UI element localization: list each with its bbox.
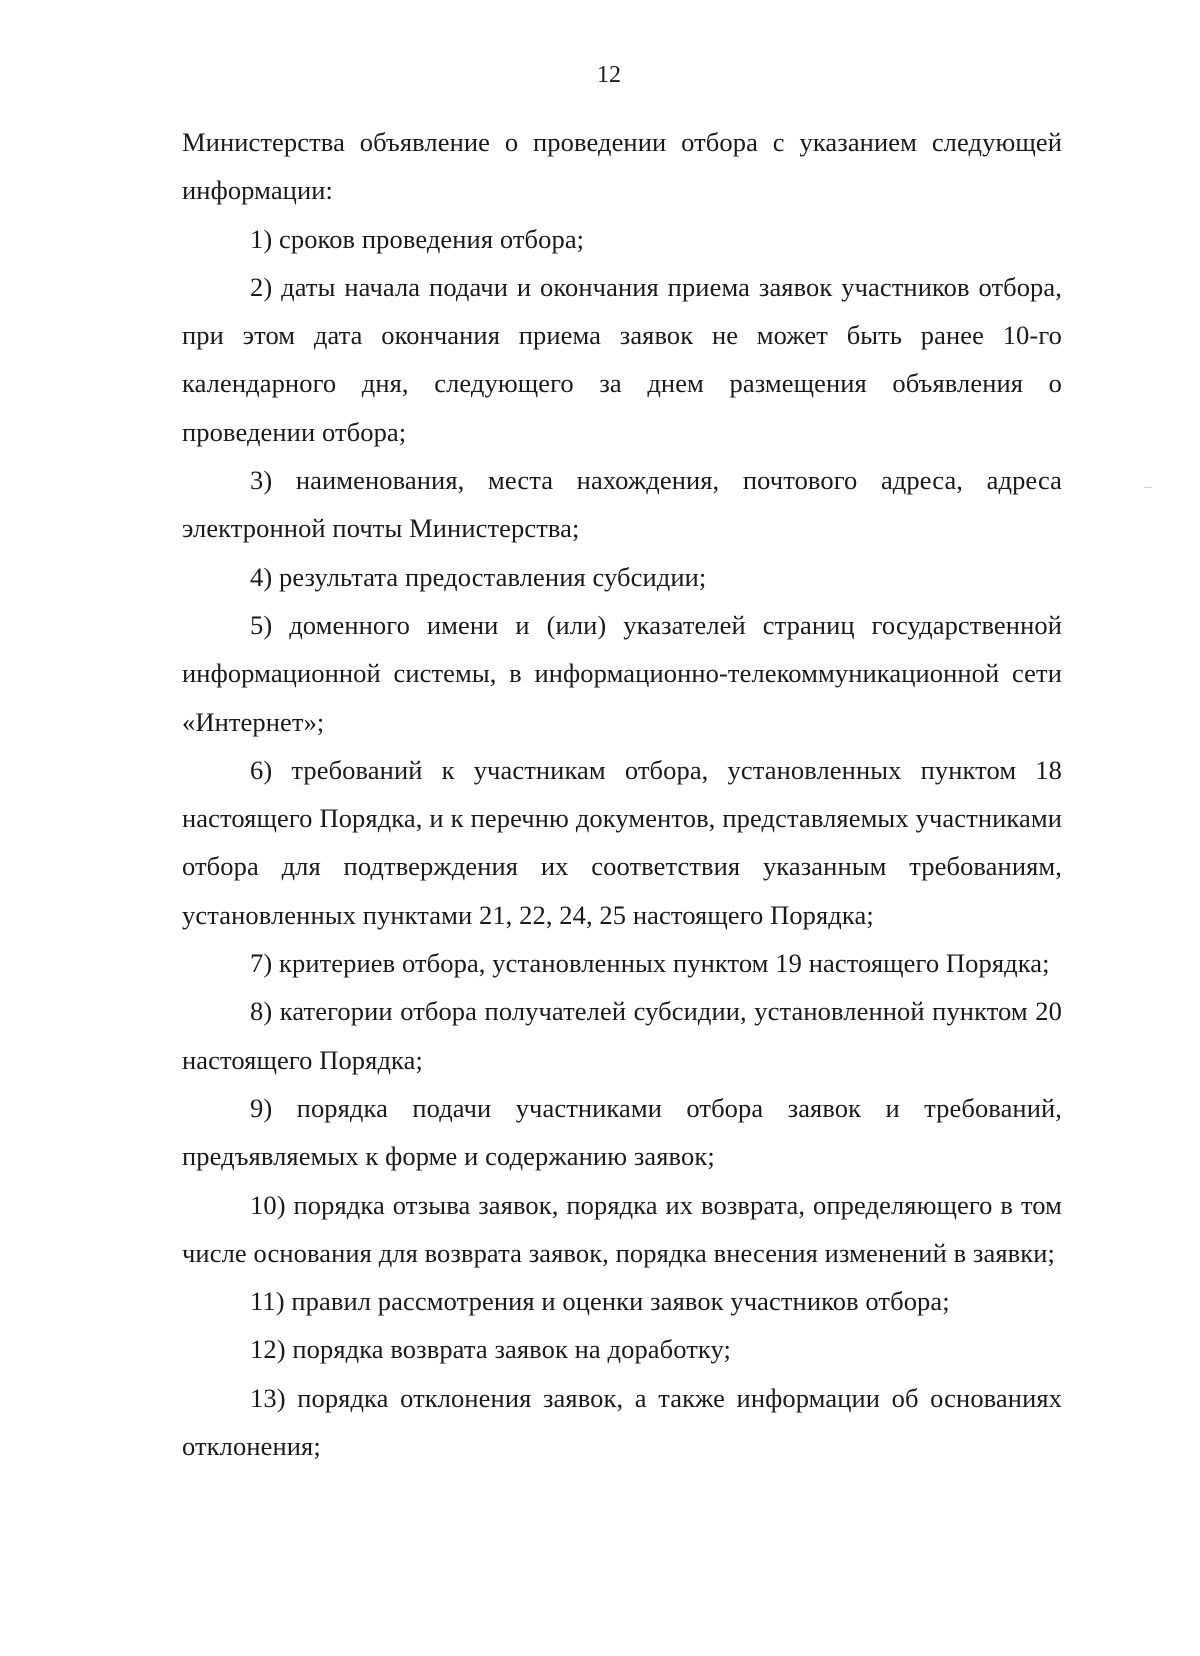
list-item-13: 13) порядка отклонения заявок, а также информации об основаниях отклонения; <box>182 1382 1062 1462</box>
list-item-3: 3) наименования, места нахождения, почтового адреса, адреса электронной почты Министерства; <box>182 465 1062 544</box>
list-item-1: 1) сроков проведения отбора; <box>250 223 585 254</box>
scan-speck <box>1144 487 1152 488</box>
list-item-9: 9) порядка подачи участниками отбора заявок и требований, предъявляемых к форме и содержанию заявок; <box>182 1092 1062 1172</box>
list-item-6: 6) требований к участникам отбора, установленных пунктом 18 настоящего Порядка, и к перечню документов, представляемых участниками отбора для подтверждения их соответствия указанным требованиям, установленных пунктами 21, 22, 24, 25 настоящего Порядка; <box>182 754 1062 930</box>
paragraph-intro: Министерства объявление о проведении отбора с указанием следующей информации: <box>182 127 1062 206</box>
list-item-5: 5) доменного имени и (или) указателей страниц государственной информационной системы, в информационно-телекоммуникационной сети «Интернет»; <box>182 609 1062 737</box>
list-item-12: 12) порядка возврата заявок на доработку; <box>250 1334 731 1365</box>
list-item-8: 8) категории отбора получателей субсидии, установленной пунктом 20 настоящего Порядка; <box>182 996 1062 1075</box>
list-item-7: 7) критериев отбора, установленных пунктом 19 настоящего Порядка; <box>250 948 1050 979</box>
list-item-10: 10) порядка отзыва заявок, порядка их возврата, определяющего в том числе основания для возврата заявок, порядка внесения изменений в заявки; <box>182 1189 1062 1268</box>
list-item-11: 11) правил рассмотрения и оценки заявок участников отбора; <box>250 1286 950 1317</box>
list-item-4: 4) результата предоставления субсидии; <box>250 561 707 592</box>
document-body <box>182 118 1062 1470</box>
page-number: 12 <box>597 62 621 88</box>
list-item-2: 2) даты начала подачи и окончания приема заявок участников отбора, при этом дата окончания приема заявок не может быть ранее 10-го календарного дня, следующего за днем размещения объявления о проведении отбора; <box>182 271 1062 447</box>
